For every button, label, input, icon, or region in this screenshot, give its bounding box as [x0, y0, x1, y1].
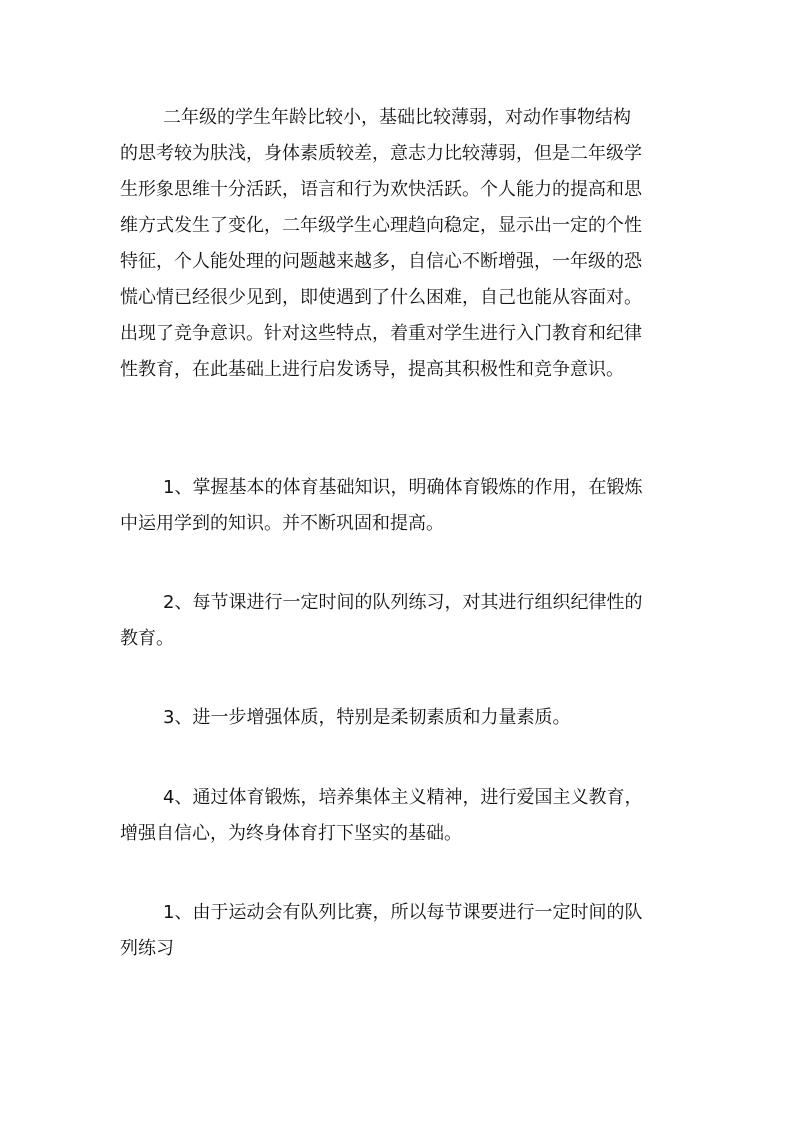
intro-line-5: 特征，个人能处理的问题越来越多，自信心不断增强，一年级的恐: [120, 251, 642, 272]
goal-item-2: [120, 585, 680, 657]
goal-4-line-2: 增强自信心，为终身体育打下坚实的基础。: [120, 823, 462, 844]
goal-3-line-1: 3、进一步增强体质，特别是柔韧素质和力量素质。: [163, 707, 571, 728]
intro-line-1: 二年级的学生年龄比较小，基础比较薄弱，对动作事物结构: [163, 107, 631, 128]
goal-1-line-1: 1、掌握基本的体育基础知识，明确体育锻炼的作用，在锻炼: [163, 477, 643, 498]
intro-line-2: 的思考较为肤浅，身体素质较差，意志力比较薄弱，但是二年级学: [120, 143, 642, 164]
goal-item-1: [120, 470, 680, 542]
measure-item-1: [120, 895, 680, 967]
goal-1-line-2: 中运用学到的知识。并不断巩固和提高。: [120, 513, 444, 534]
goal-item-4: [120, 780, 680, 852]
goal-2-line-2: 教育。: [120, 628, 174, 649]
goal-item-3: [120, 700, 680, 736]
intro-paragraph: [120, 100, 680, 388]
measure-1-line-2: 列练习: [120, 938, 174, 959]
intro-line-3: 生形象思维十分活跃，语言和行为欢快活跃。个人能力的提高和思: [120, 179, 642, 200]
goal-4-line-1: 4、通过体育锻炼，培养集体主义精神，进行爱国主义教育，: [163, 787, 643, 808]
intro-line-8: 性教育，在此基础上进行启发诱导，提高其积极性和竞争意识。: [120, 359, 624, 380]
intro-line-6: 慌心情已经很少见到，即使遇到了什么困难，自己也能从容面对。: [120, 287, 642, 308]
intro-line-7: 出现了竞争意识。针对这些特点，着重对学生进行入门教育和纪律: [120, 323, 642, 344]
measure-1-line-1: 1、由于运动会有队列比赛，所以每节课要进行一定时间的队: [163, 902, 643, 923]
goal-2-line-1: 2、每节课进行一定时间的队列练习，对其进行组织纪律性的: [163, 592, 643, 613]
intro-line-4: 维方式发生了变化，二年级学生心理趋向稳定，显示出一定的个性: [120, 215, 642, 236]
